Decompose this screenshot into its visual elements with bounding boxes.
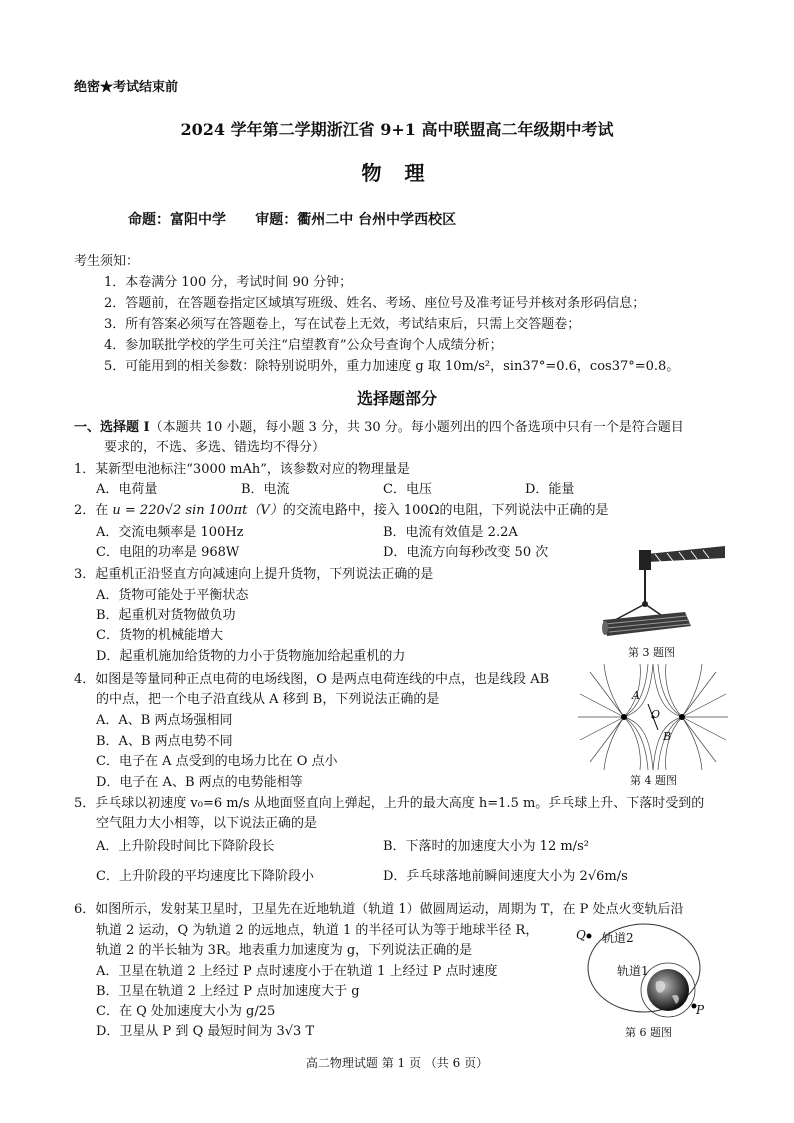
section-title: 选择题部分	[356, 389, 437, 408]
q1-option-b[interactable]: B．电流	[241, 482, 290, 497]
q3-option-a[interactable]: A．货物可能处于平衡状态	[96, 588, 249, 603]
q4-label-a: A	[632, 689, 640, 702]
q6-stem-line3: 轨道 2 的半长轴为 3R。地表重力加速度为 g，下列说法正确的是	[96, 943, 473, 958]
q5-stem-line2: 空气阻力大小相等，以下说法正确的是	[96, 816, 318, 831]
q2-stem	[74, 502, 608, 520]
q4-label-o: O	[651, 708, 661, 721]
q3-option-d[interactable]: D．起重机施加给货物的力小于货物施加给起重机的力	[96, 649, 406, 664]
page-footer: 高二物理试题 第 1 页 （共 6 页）	[305, 1056, 489, 1070]
q2-option-d[interactable]: D．电流方向每秒改变 50 次	[383, 545, 549, 560]
q3-option-b[interactable]: B．起重机对货物做负功	[96, 608, 236, 623]
q5-option-a[interactable]: A．上升阶段时间比下降阶段长	[96, 839, 275, 854]
q5-option-d[interactable]: D．乒乓球落地前瞬间速度大小为 2√6m/s	[383, 869, 628, 884]
q6-label-orbit1: 轨道1	[617, 964, 649, 978]
q4-label-b: B	[663, 730, 672, 743]
q4-figure-caption: 第 4 题图	[630, 774, 677, 787]
q6-option-a[interactable]: A．卫星在轨道 2 上经过 P 点时速度小于在轨道 1 上经过 P 点时速度	[96, 964, 498, 979]
q4-option-c[interactable]: C．电子在 A 点受到的电场力比在 O 点小	[96, 754, 338, 769]
q5-option-c[interactable]: C．上升阶段的平均速度比下降阶段小	[96, 869, 314, 884]
q3-option-c[interactable]: C．货物的机械能增大	[96, 628, 223, 643]
notice-item: 4．参加联批学校的学生可关注“启望教育”公众号查询个人成绩分析；	[104, 338, 503, 353]
part1-desc-line1: （本题共 10 小题，每小题 3 分，共 30 分。每小题列出的四个备选项中只有一个是符合题目	[149, 420, 684, 435]
q1-stem: 1．某新型电池标注“3000 mAh”，该参数对应的物理量是	[74, 462, 410, 477]
q6-option-c[interactable]: C．在 Q 处加速度大小为 g/25	[96, 1004, 276, 1019]
q1-option-a[interactable]: A．电荷量	[96, 482, 158, 497]
q6-stem-line2: 轨道 2 运动，Q 为轨道 2 的远地点，轨道 1 的半径可认为等于地球半径 R，	[96, 923, 539, 938]
notice-item: 5．可能用到的相关参数：除特别说明外，重力加速度 g 取 10m/s²，sin37°=0.6，cos37°=0.8。	[104, 359, 680, 374]
q4-stem-line1: 4．如图是等量同种正点电荷的电场线图，O 是两点电荷连线的中点，也是线段 AB	[74, 672, 550, 687]
q4-option-d[interactable]: D．电子在 A、B 两点的电势能相等	[96, 775, 303, 790]
q4-stem-line2: 的中点，把一个电子沿直线从 A 移到 B，下列说法正确的是	[96, 692, 440, 707]
part1-label: 一、选择题 I	[74, 420, 150, 435]
q6-label-p: P	[696, 1003, 705, 1017]
q2-option-b[interactable]: B．电流有效值是 2.2A	[383, 525, 518, 540]
notice-item: 3．所有答案必须写在答题卷上，写在试卷上无效，考试结束后，只需上交答题卷；	[104, 317, 581, 332]
q2-option-c[interactable]: C．电阻的功率是 968W	[96, 545, 240, 560]
subject-title: 物 理	[361, 161, 433, 185]
q6-option-b[interactable]: B．卫星在轨道 2 上经过 P 点时加速度大于 g	[96, 984, 360, 999]
q4-option-a[interactable]: A．A、B 两点场强相同	[96, 713, 233, 728]
q3-stem: 3．起重机正沿竖直方向减速向上提升货物，下列说法正确的是	[74, 567, 434, 582]
q2-stem-post: 的交流电路中，接入 100Ω的电阻，下列说法中正确的是	[282, 503, 609, 518]
notice-item: 1．本卷满分 100 分，考试时间 90 分钟；	[104, 275, 353, 290]
q5-option-b[interactable]: B．下落时的加速度大小为 12 m/s²	[383, 839, 589, 854]
q6-stem-line1: 6．如图所示，发射某卫星时，卫星先在近地轨道（轨道 1）做圆周运动，周期为 T，在 P 处点火变轨后沿	[74, 902, 684, 917]
q2-formula: u = 220√2 sin 100πt（V）	[112, 503, 283, 518]
setters-line: 命题：富阳中学 审题：衢州二中 台州中学西校区	[128, 212, 457, 228]
confidential-label: 绝密★考试结束前	[74, 80, 179, 95]
q4-option-b[interactable]: B．A、B 两点电势不同	[96, 734, 233, 749]
q5-stem-line1: 5．乒乓球以初速度 v₀=6 m/s 从地面竖直向上弹起，上升的最大高度 h=1.5 m。乒乓球上升、下落时受到的	[74, 796, 705, 811]
q1-option-d[interactable]: D．能量	[525, 482, 575, 497]
q6-label-orbit2: 轨道2	[602, 931, 634, 945]
q2-option-a[interactable]: A．交流电频率是 100Hz	[96, 525, 244, 540]
crane-figure	[595, 540, 725, 642]
q3-figure-caption: 第 3 题图	[628, 646, 675, 659]
q6-option-d[interactable]: D．卫星从 P 到 Q 最短时间为 3√3 T	[96, 1024, 315, 1039]
q1-option-c[interactable]: C．电压	[383, 482, 432, 497]
q2-stem-pre: 2．在	[74, 503, 113, 518]
notice-heading: 考生须知：	[74, 254, 140, 269]
part1-desc-line2: 要求的，不选、多选、错选均不得分）	[104, 440, 326, 455]
notice-item: 2．答题前，在答题卷指定区域填写班级、姓名、考场、座位号及准考证号并核对条形码信息；	[104, 296, 646, 311]
exam-title: 2024 学年第二学期浙江省 9+1 高中联盟高二年级期中考试	[180, 120, 614, 139]
q6-figure-caption: 第 6 题图	[625, 1026, 672, 1039]
part1-description	[74, 419, 684, 437]
q6-label-q: Q	[576, 928, 586, 942]
